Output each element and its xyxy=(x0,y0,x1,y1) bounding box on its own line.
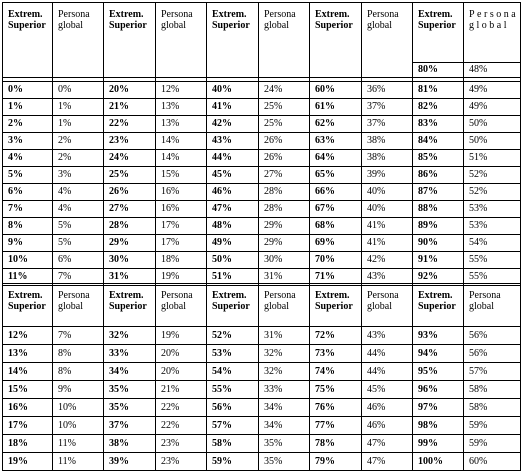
extrem-superior-value: 75% xyxy=(310,381,362,399)
extrem-superior-value: 35% xyxy=(104,381,156,399)
header-persona-global: Persona global xyxy=(362,284,413,327)
extrem-superior-value: 79% xyxy=(310,453,362,471)
persona-global-value: 28% xyxy=(259,201,310,218)
table-row xyxy=(3,201,521,218)
extrem-superior-value: 55% xyxy=(207,381,259,399)
header-extrem-superior: Extrem. Superior xyxy=(310,3,362,78)
persona-global-value: 31% xyxy=(259,269,310,286)
persona-global-value: 14% xyxy=(156,150,207,167)
extrem-superior-value: 35% xyxy=(104,399,156,417)
extrem-superior-value: 13% xyxy=(3,345,53,363)
extrem-superior-value: 81% xyxy=(413,82,464,99)
persona-global-value: 45% xyxy=(362,381,413,399)
persona-global-value: 28% xyxy=(259,184,310,201)
extrem-superior-value: 60% xyxy=(310,82,362,99)
persona-global-value: 5% xyxy=(53,218,104,235)
persona-global-value: 36% xyxy=(362,82,413,99)
header-extrem-superior: Extrem. Superior xyxy=(3,284,53,327)
extrem-superior-value: 65% xyxy=(310,167,362,184)
extrem-superior-value: 48% xyxy=(207,218,259,235)
extrem-superior-value: 54% xyxy=(207,363,259,381)
persona-global-value: 46% xyxy=(362,417,413,435)
persona-global-value: 57% xyxy=(464,363,521,381)
persona-global-value: 60% xyxy=(464,453,521,471)
extrem-superior-value: 85% xyxy=(413,150,464,167)
extrem-superior-value: 74% xyxy=(310,363,362,381)
persona-global-value: 31% xyxy=(259,327,310,345)
persona-global-value: 11% xyxy=(53,435,104,453)
persona-global-value: 41% xyxy=(362,235,413,252)
table-row xyxy=(3,82,521,99)
extrem-superior-value: 100% xyxy=(413,453,464,471)
conversion-table-top xyxy=(2,2,521,286)
extrem-superior-value: 53% xyxy=(207,345,259,363)
persona-global-value: 56% xyxy=(464,345,521,363)
extrem-superior-value: 20% xyxy=(104,82,156,99)
persona-global-value: 13% xyxy=(156,99,207,116)
table-row xyxy=(3,235,521,252)
header-persona-global: Persona global xyxy=(362,3,413,78)
extrem-superior-value: 42% xyxy=(207,116,259,133)
persona-global-value: 23% xyxy=(156,435,207,453)
extrem-superior-value: 63% xyxy=(310,133,362,150)
persona-global-value: 18% xyxy=(156,252,207,269)
persona-global-value: 19% xyxy=(156,269,207,286)
persona-global-value: 25% xyxy=(259,116,310,133)
persona-global-value: 32% xyxy=(259,345,310,363)
header-persona-global: Persona global xyxy=(259,3,310,78)
table-row xyxy=(3,417,521,435)
persona-global-value: 5% xyxy=(53,235,104,252)
persona-global-value: 16% xyxy=(156,184,207,201)
extrem-superior-value: 19% xyxy=(3,453,53,471)
persona-global-value: 17% xyxy=(156,218,207,235)
extrem-superior-value: 2% xyxy=(3,116,53,133)
extrem-superior-value: 14% xyxy=(3,363,53,381)
conversion-table-bottom xyxy=(2,283,521,471)
persona-global-value: 41% xyxy=(362,218,413,235)
persona-global-value: 26% xyxy=(259,150,310,167)
persona-global-value: 34% xyxy=(259,417,310,435)
table-row xyxy=(3,453,521,471)
extrem-superior-value: 76% xyxy=(310,399,362,417)
extrem-superior-value: 11% xyxy=(3,269,53,286)
persona-global-value: 43% xyxy=(362,327,413,345)
persona-global-value: 35% xyxy=(259,435,310,453)
extrem-superior-value: 64% xyxy=(310,150,362,167)
persona-global-value: 2% xyxy=(53,133,104,150)
extrem-superior-value: 66% xyxy=(310,184,362,201)
persona-global-value: 15% xyxy=(156,167,207,184)
persona-global-value: 7% xyxy=(53,269,104,286)
extrem-superior-value: 47% xyxy=(207,201,259,218)
extrem-superior-value: 95% xyxy=(413,363,464,381)
extrem-superior-value: 91% xyxy=(413,252,464,269)
persona-global-value: 7% xyxy=(53,327,104,345)
table-row xyxy=(3,345,521,363)
table-row xyxy=(3,252,521,269)
extrem-superior-value: 1% xyxy=(3,99,53,116)
persona-global-value: 54% xyxy=(464,235,521,252)
extrem-superior-value: 61% xyxy=(310,99,362,116)
extrem-superior-value: 44% xyxy=(207,150,259,167)
table-row xyxy=(3,381,521,399)
persona-global-value: 25% xyxy=(259,99,310,116)
extrem-superior-value: 43% xyxy=(207,133,259,150)
persona-global-value: 53% xyxy=(464,201,521,218)
extrem-superior-value: 12% xyxy=(3,327,53,345)
extrem-superior-value: 5% xyxy=(3,167,53,184)
extrem-superior-value: 56% xyxy=(207,399,259,417)
extrem-superior-value: 7% xyxy=(3,201,53,218)
extrem-superior-value: 18% xyxy=(3,435,53,453)
extrem-superior-value: 22% xyxy=(104,116,156,133)
extrem-superior-value: 38% xyxy=(104,435,156,453)
extrem-superior-value: 39% xyxy=(104,453,156,471)
table-row xyxy=(3,327,521,345)
persona-global-value: 38% xyxy=(362,150,413,167)
persona-global-value: 59% xyxy=(464,417,521,435)
header-persona-global: Persona global xyxy=(464,284,521,327)
persona-global-value: 52% xyxy=(464,184,521,201)
table-row xyxy=(3,116,521,133)
persona-global-value: 1% xyxy=(53,116,104,133)
persona-global-value: 6% xyxy=(53,252,104,269)
persona-global-value: 55% xyxy=(464,269,521,286)
persona-global-value: 21% xyxy=(156,381,207,399)
persona-global-value: 51% xyxy=(464,150,521,167)
extrem-superior-value: 58% xyxy=(207,435,259,453)
persona-global-value: 10% xyxy=(53,417,104,435)
extrem-superior-value: 37% xyxy=(104,417,156,435)
persona-global-value: 16% xyxy=(156,201,207,218)
header-persona-global: Persona global xyxy=(156,3,207,78)
extrem-superior-value: 0% xyxy=(3,82,53,99)
extrem-superior-value: 96% xyxy=(413,381,464,399)
persona-global-value: 55% xyxy=(464,252,521,269)
extrem-superior-value: 93% xyxy=(413,327,464,345)
extrem-superior-value: 24% xyxy=(104,150,156,167)
table-row xyxy=(3,167,521,184)
persona-global-value: 53% xyxy=(464,218,521,235)
persona-global-value: 14% xyxy=(156,133,207,150)
table-row xyxy=(3,99,521,116)
persona-global-value: 4% xyxy=(53,201,104,218)
extrem-superior-value: 21% xyxy=(104,99,156,116)
persona-global-value: 24% xyxy=(259,82,310,99)
persona-global-value: 42% xyxy=(362,252,413,269)
extrem-superior-value: 10% xyxy=(3,252,53,269)
extrem-superior-value: 45% xyxy=(207,167,259,184)
persona-global-value: 29% xyxy=(259,235,310,252)
header-extrem-superior: Extrem. Superior xyxy=(104,3,156,78)
extrem-superior-value: 3% xyxy=(3,133,53,150)
persona-global-value: 13% xyxy=(156,116,207,133)
extrem-superior-value: 77% xyxy=(310,417,362,435)
persona-global-value: 0% xyxy=(53,82,104,99)
extrem-superior-value: 9% xyxy=(3,235,53,252)
persona-global-value: 34% xyxy=(259,399,310,417)
persona-global-value: 48% xyxy=(464,63,521,78)
extrem-superior-value: 46% xyxy=(207,184,259,201)
persona-global-value: 44% xyxy=(362,363,413,381)
extrem-superior-value: 94% xyxy=(413,345,464,363)
persona-global-value: 37% xyxy=(362,99,413,116)
table-row xyxy=(3,399,521,417)
persona-global-value: 58% xyxy=(464,381,521,399)
table-row xyxy=(3,218,521,235)
header-persona-global: Persona global xyxy=(259,284,310,327)
persona-global-value: 22% xyxy=(156,399,207,417)
persona-global-value: 37% xyxy=(362,116,413,133)
extrem-superior-value: 17% xyxy=(3,417,53,435)
persona-global-value: 11% xyxy=(53,453,104,471)
persona-global-value: 40% xyxy=(362,184,413,201)
extrem-superior-value: 72% xyxy=(310,327,362,345)
extrem-superior-value: 84% xyxy=(413,133,464,150)
extrem-superior-value: 23% xyxy=(104,133,156,150)
extrem-superior-value: 31% xyxy=(104,269,156,286)
persona-global-value: 19% xyxy=(156,327,207,345)
extrem-superior-value: 67% xyxy=(310,201,362,218)
header-persona-global: Persona global xyxy=(464,3,521,63)
persona-global-value: 23% xyxy=(156,453,207,471)
extrem-superior-value: 29% xyxy=(104,235,156,252)
extrem-superior-value: 40% xyxy=(207,82,259,99)
header-extrem-superior: Extrem. Superior xyxy=(207,3,259,78)
extrem-superior-value: 69% xyxy=(310,235,362,252)
extrem-superior-value: 83% xyxy=(413,116,464,133)
persona-global-value: 46% xyxy=(362,399,413,417)
header-row xyxy=(3,284,521,327)
persona-global-value: 8% xyxy=(53,363,104,381)
persona-global-value: 44% xyxy=(362,345,413,363)
extrem-superior-value: 59% xyxy=(207,453,259,471)
extrem-superior-value: 86% xyxy=(413,167,464,184)
persona-global-value: 26% xyxy=(259,133,310,150)
extrem-superior-value: 78% xyxy=(310,435,362,453)
extrem-superior-value: 26% xyxy=(104,184,156,201)
extrem-superior-value: 28% xyxy=(104,218,156,235)
extrem-superior-value: 99% xyxy=(413,435,464,453)
extrem-superior-value: 68% xyxy=(310,218,362,235)
persona-global-value: 10% xyxy=(53,399,104,417)
extrem-superior-value: 71% xyxy=(310,269,362,286)
header-extrem-superior: Extrem. Superior xyxy=(104,284,156,327)
persona-global-value: 38% xyxy=(362,133,413,150)
extrem-superior-value: 50% xyxy=(207,252,259,269)
header-persona-global: Persona global xyxy=(156,284,207,327)
extrem-superior-value: 87% xyxy=(413,184,464,201)
table-row xyxy=(3,133,521,150)
persona-global-value: 17% xyxy=(156,235,207,252)
persona-global-value: 33% xyxy=(259,381,310,399)
persona-global-value: 47% xyxy=(362,435,413,453)
persona-global-value: 50% xyxy=(464,116,521,133)
extrem-superior-value: 97% xyxy=(413,399,464,417)
extrem-superior-value: 70% xyxy=(310,252,362,269)
persona-global-value: 3% xyxy=(53,167,104,184)
table-row xyxy=(3,150,521,167)
persona-global-value: 8% xyxy=(53,345,104,363)
extrem-superior-value: 73% xyxy=(310,345,362,363)
persona-global-value: 2% xyxy=(53,150,104,167)
persona-global-value: 9% xyxy=(53,381,104,399)
header-persona-global: Persona global xyxy=(53,3,104,78)
persona-global-value: 56% xyxy=(464,327,521,345)
header-persona-global: Persona global xyxy=(53,284,104,327)
header-extrem-superior: Extrem. Superior xyxy=(207,284,259,327)
persona-global-value: 20% xyxy=(156,345,207,363)
persona-global-value: 50% xyxy=(464,133,521,150)
persona-global-value: 1% xyxy=(53,99,104,116)
extrem-superior-value: 27% xyxy=(104,201,156,218)
extrem-superior-value: 82% xyxy=(413,99,464,116)
extrem-superior-value: 15% xyxy=(3,381,53,399)
header-extrem-superior: Extrem. Superior xyxy=(310,284,362,327)
persona-global-value: 43% xyxy=(362,269,413,286)
table-row xyxy=(3,184,521,201)
extrem-superior-value: 16% xyxy=(3,399,53,417)
extrem-superior-value: 98% xyxy=(413,417,464,435)
extrem-superior-value: 89% xyxy=(413,218,464,235)
table-row xyxy=(3,435,521,453)
extrem-superior-value: 88% xyxy=(413,201,464,218)
extrem-superior-value: 32% xyxy=(104,327,156,345)
extrem-superior-value: 52% xyxy=(207,327,259,345)
extrem-superior-value: 80% xyxy=(413,63,464,78)
persona-global-value: 49% xyxy=(464,99,521,116)
extrem-superior-value: 90% xyxy=(413,235,464,252)
persona-global-value: 58% xyxy=(464,399,521,417)
persona-global-value: 59% xyxy=(464,435,521,453)
header-extrem-superior: Extrem. Superior xyxy=(413,284,464,327)
extrem-superior-value: 4% xyxy=(3,150,53,167)
table-row xyxy=(3,363,521,381)
persona-global-value: 30% xyxy=(259,252,310,269)
extrem-superior-value: 49% xyxy=(207,235,259,252)
extrem-superior-value: 51% xyxy=(207,269,259,286)
persona-global-value: 52% xyxy=(464,167,521,184)
extrem-superior-value: 57% xyxy=(207,417,259,435)
persona-global-value: 47% xyxy=(362,453,413,471)
persona-global-value: 29% xyxy=(259,218,310,235)
persona-global-value: 27% xyxy=(259,167,310,184)
persona-global-value: 12% xyxy=(156,82,207,99)
extrem-superior-value: 30% xyxy=(104,252,156,269)
persona-global-value: 32% xyxy=(259,363,310,381)
extrem-superior-value: 33% xyxy=(104,345,156,363)
extrem-superior-value: 8% xyxy=(3,218,53,235)
persona-global-value: 39% xyxy=(362,167,413,184)
persona-global-value: 22% xyxy=(156,417,207,435)
extrem-superior-value: 41% xyxy=(207,99,259,116)
persona-global-value: 40% xyxy=(362,201,413,218)
extrem-superior-value: 25% xyxy=(104,167,156,184)
persona-global-value: 20% xyxy=(156,363,207,381)
persona-global-value: 4% xyxy=(53,184,104,201)
extrem-superior-value: 34% xyxy=(104,363,156,381)
extrem-superior-value: 6% xyxy=(3,184,53,201)
header-extrem-superior: Extrem. Superior xyxy=(3,3,53,78)
header-extrem-superior: Extrem. Superior xyxy=(413,3,464,63)
persona-global-value: 49% xyxy=(464,82,521,99)
header-row xyxy=(3,3,521,63)
extrem-superior-value: 62% xyxy=(310,116,362,133)
persona-global-value: 35% xyxy=(259,453,310,471)
extrem-superior-value: 92% xyxy=(413,269,464,286)
